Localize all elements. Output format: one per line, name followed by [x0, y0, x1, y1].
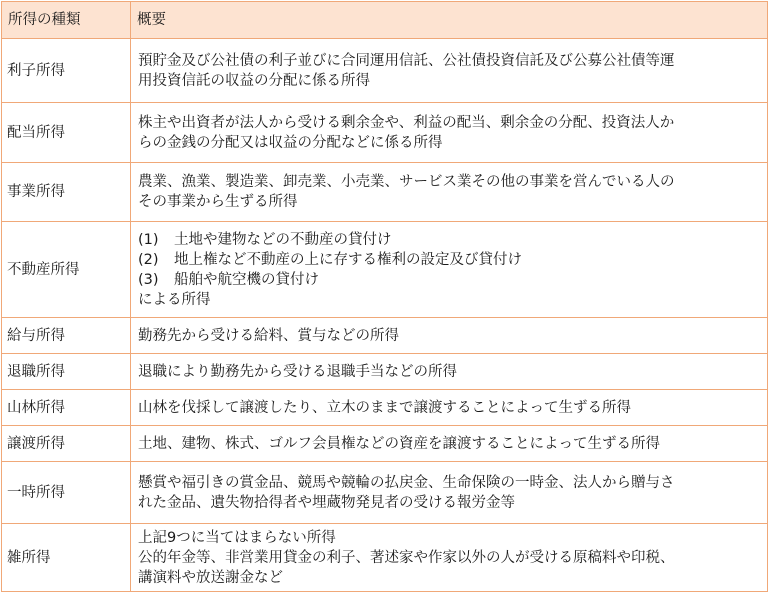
header-summary: 概要 — [131, 2, 768, 39]
summary-line: 用投資信託の収益の分配に係る所得 — [138, 72, 370, 89]
item-number: (3) — [138, 271, 159, 288]
income-type-cell: 一時所得 — [2, 462, 131, 524]
summary-cell — [131, 426, 768, 462]
summary-cell — [131, 222, 768, 318]
summary-line: 山林を伐採して譲渡したり、立木のままで譲渡することによって生ずる所得 — [138, 399, 631, 416]
income-type-cell: 退職所得 — [2, 354, 131, 390]
summary-line: 上記9つに当てはまらない所得 — [138, 529, 336, 546]
summary-line: 勤務先から受ける給料、賞与などの所得 — [138, 327, 399, 344]
summary-line: その事業から生ずる所得 — [138, 194, 298, 210]
summary-line: 預貯金及び公社債の利子並びに合同運用信託、公社債投資信託及び公募公社債等運 — [138, 52, 675, 69]
summary-line: 農業、漁業、製造業、卸売業、小売業、サービス業その他の事業を営んでいる人の — [138, 174, 675, 190]
enumerated-item — [138, 250, 761, 270]
summary-cell — [131, 318, 768, 354]
summary-cell — [131, 39, 768, 103]
income-type-cell: 譲渡所得 — [2, 426, 131, 462]
header-row — [2, 2, 768, 39]
income-types-table — [1, 1, 768, 592]
income-type-cell: 不動産所得 — [2, 222, 131, 318]
item-number: (1) — [138, 231, 159, 248]
income-type-cell: 事業所得 — [2, 163, 131, 222]
income-type-cell: 配当所得 — [2, 103, 131, 163]
summary-line: による所得 — [138, 291, 211, 308]
income-type-cell: 利子所得 — [2, 39, 131, 103]
enumerated-item — [138, 230, 761, 250]
table-row — [2, 39, 768, 103]
table-row — [2, 222, 768, 318]
table-row — [2, 103, 768, 163]
table-row — [2, 390, 768, 426]
summary-line: 懸賞や福引きの賞金品、競馬や競輪の払戻金、生命保険の一時金、法人から贈与さ — [138, 474, 675, 491]
table-row — [2, 163, 768, 222]
income-type-cell: 山林所得 — [2, 390, 131, 426]
summary-cell — [131, 163, 768, 222]
table-row — [2, 318, 768, 354]
summary-line: 講演料や放送謝金など — [138, 569, 283, 586]
item-text: 地上権など不動産の上に存する権利の設定及び貸付け — [174, 251, 522, 268]
item-text: 土地や建物などの不動産の貸付け — [174, 231, 392, 248]
summary-line: 土地、建物、株式、ゴルフ会員権などの資産を譲渡することによって生ずる所得 — [138, 435, 660, 452]
summary-cell — [131, 462, 768, 524]
summary-line: れた金品、遺失物拾得者や埋蔵物発見者の受ける報労金等 — [138, 494, 515, 511]
table-row — [2, 426, 768, 462]
summary-line: 株主や出資者が法人から受ける剰余金や、利益の配当、剰余金の分配、投資法人か — [138, 114, 675, 131]
summary-line: 退職により勤務先から受ける退職手当などの所得 — [138, 363, 457, 380]
enumerated-item — [138, 270, 761, 290]
summary-cell — [131, 354, 768, 390]
summary-cell — [131, 390, 768, 426]
table-row — [2, 354, 768, 390]
table-row — [2, 462, 768, 524]
income-type-cell: 給与所得 — [2, 318, 131, 354]
income-type-cell: 雑所得 — [2, 524, 131, 592]
summary-line: 公的年金等、非営業用貸金の利子、著述家や作家以外の人が受ける原稿料や印税、 — [138, 549, 675, 566]
summary-line: らの金銭の分配又は収益の分配などに係る所得 — [138, 134, 443, 151]
summary-cell — [131, 103, 768, 163]
item-number: (2) — [138, 251, 159, 268]
item-text: 船舶や航空機の貸付け — [174, 271, 319, 288]
table-row — [2, 524, 768, 592]
summary-cell — [131, 524, 768, 592]
header-income-type: 所得の種類 — [2, 2, 131, 39]
